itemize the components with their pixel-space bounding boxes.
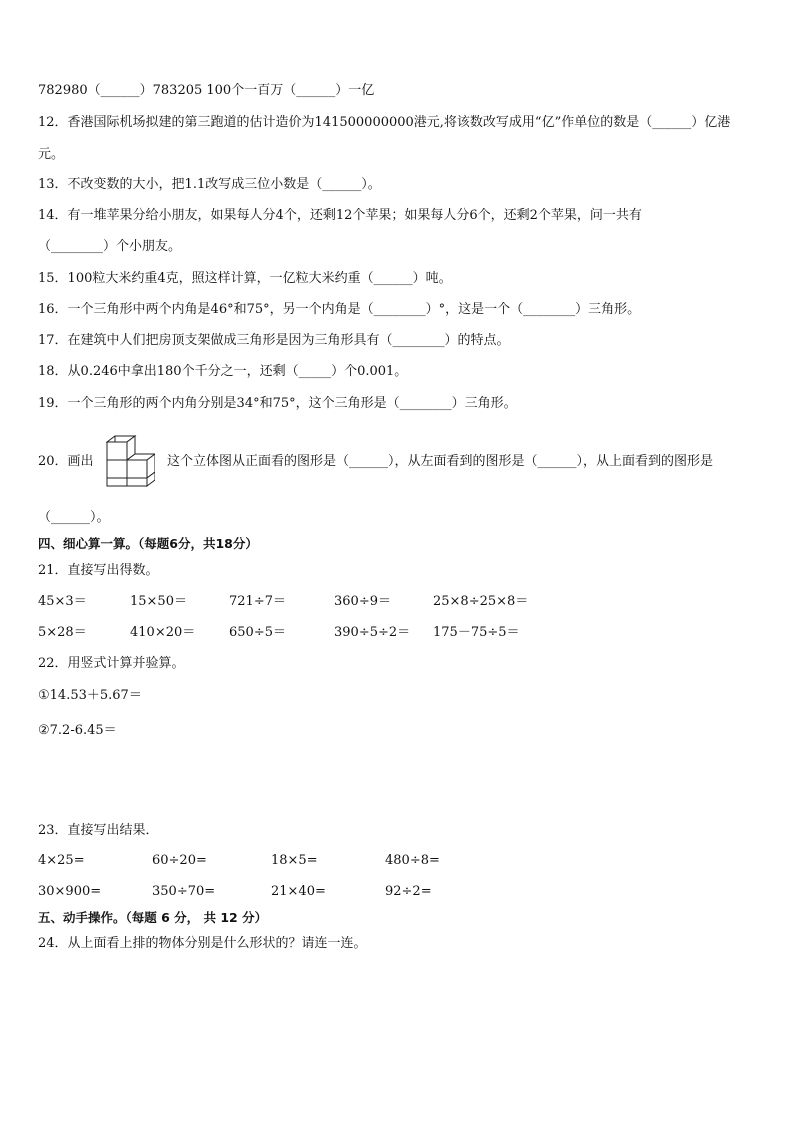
question-13: 13．不改变数的大小，把1.1改写成三位小数是（______）。 [38, 177, 381, 192]
question-12-line-2: 元。 [38, 147, 65, 162]
text-line-compare: 782980（______）783205 100个一百万（______）一亿 [38, 83, 375, 98]
question-22: 22．用竖式计算并验算。 [38, 656, 185, 671]
question-19: 19．一个三角形的两个内角分别是34°和75°，这个三角形是（________）三角形。 [38, 396, 517, 411]
question-14-line-2: （________）个小朋友。 [38, 239, 182, 254]
q21-item: 360÷9＝ [334, 594, 391, 609]
section-4-heading: 四、细心算一算。（每题6分，共18分） [38, 536, 258, 551]
question-20-prefix: 20．画出 [38, 454, 94, 469]
question-21: 21．直接写出得数。 [38, 563, 159, 578]
q23-item: 480÷8= [385, 853, 440, 868]
question-14-line-1: 14．有一堆苹果分给小朋友，如果每人分4个，还剩12个苹果；如果每人分6个，还剩2个苹果，问一共有 [38, 208, 642, 223]
question-15: 15．100粒大米约重4克，照这样计算，一亿粒大米约重（______）吨。 [38, 271, 452, 286]
cube-stack-figure [103, 434, 155, 490]
q21-item: 410×20＝ [130, 625, 196, 640]
question-18: 18．从0.246中拿出180个千分之一，还剩（_____）个0.001。 [38, 364, 408, 379]
question-24: 24．从上面看上排的物体分别是什么形状的？请连一连。 [38, 936, 367, 951]
q21-item: 650÷5＝ [229, 625, 286, 640]
q23-item: 92÷2= [385, 884, 432, 899]
question-20-text: 这个立体图从正面看的图形是（______），从左面看到的图形是（______），从上面看到的图形是 [167, 454, 714, 469]
q23-item: 60÷20= [152, 853, 207, 868]
section-5-heading: 五、动手操作。（每题 6 分， 共 12 分） [38, 910, 268, 925]
q21-item: 45×3＝ [38, 594, 87, 609]
question-22-part-1: ①14.53＋5.67＝ [38, 688, 142, 703]
question-23: 23．直接写出结果． [38, 823, 159, 838]
question-16: 16．一个三角形中两个内角是46°和75°，另一个内角是（________）°，这是一个（________）三角形。 [38, 302, 641, 317]
q21-item: 721÷7＝ [229, 594, 286, 609]
q21-item: 15×50＝ [130, 594, 187, 609]
q21-item: 390÷5÷2＝ [334, 625, 411, 640]
question-17: 17．在建筑中人们把房顶支架做成三角形是因为三角形具有（________）的特点。 [38, 333, 510, 348]
q23-item: 21×40= [271, 884, 326, 899]
q21-item: 25×8÷25×8＝ [433, 594, 529, 609]
cube-stack-icon [103, 434, 155, 490]
question-20-end: （______）。 [38, 510, 110, 525]
q23-item: 18×5= [271, 853, 318, 868]
q21-item: 175－75÷5＝ [433, 625, 520, 640]
q23-item: 4×25= [38, 853, 85, 868]
question-12-line-1: 12．香港国际机场拟建的第三跑道的估计造价为141500000000港元,将该数改写成用“亿”作单位的数是（______）亿港 [38, 115, 731, 130]
q23-item: 30×900= [38, 884, 102, 899]
q21-item: 5×28＝ [38, 625, 87, 640]
q23-item: 350÷70= [152, 884, 216, 899]
question-22-part-2: ②7.2-6.45＝ [38, 723, 117, 738]
